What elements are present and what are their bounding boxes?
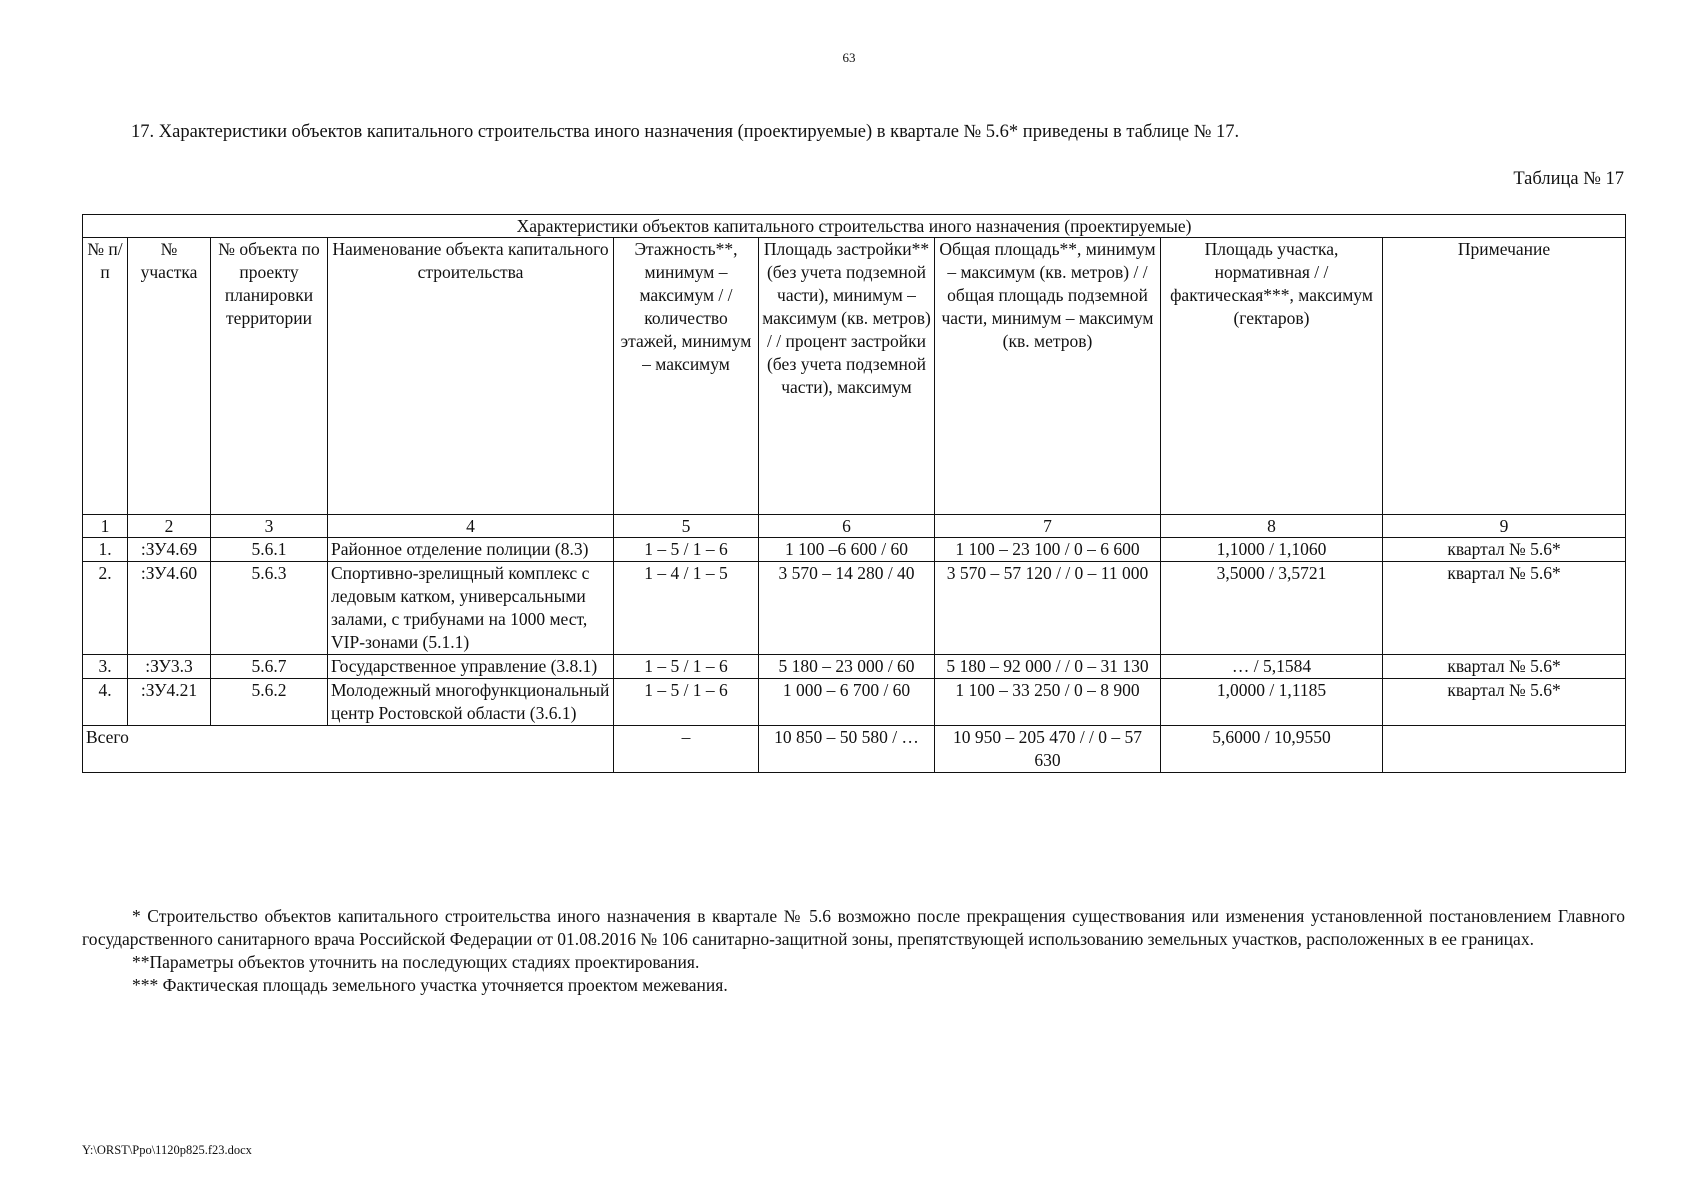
table-header-row bbox=[83, 238, 1626, 515]
column-number: 9 bbox=[1383, 515, 1626, 538]
total-note bbox=[1383, 726, 1626, 773]
floors: 1 – 5 / 1 – 6 bbox=[614, 679, 759, 726]
object-name: Молодежный многофункциональный центр Ростовской области (3.6.1) bbox=[328, 679, 614, 726]
object-id: 5.6.2 bbox=[211, 679, 328, 726]
file-path: Y:\ORST\Ppo\1120p825.f23.docx bbox=[82, 1143, 252, 1157]
column-number: 7 bbox=[935, 515, 1161, 538]
total-area: 1 100 – 33 250 / 0 – 8 900 bbox=[935, 679, 1161, 726]
table-row bbox=[83, 562, 1626, 655]
column-number: 2 bbox=[128, 515, 211, 538]
total-floors: – bbox=[614, 726, 759, 773]
column-number: 1 bbox=[83, 515, 128, 538]
characteristics-table bbox=[82, 214, 1626, 773]
note: квартал № 5.6* bbox=[1383, 679, 1626, 726]
header-cell: Площадь участка, нормативная / / фактическая***, максимум (гектаров) bbox=[1161, 238, 1383, 515]
object-name: Районное отделение полиции (8.3) bbox=[328, 538, 614, 562]
column-number: 8 bbox=[1161, 515, 1383, 538]
column-number: 5 bbox=[614, 515, 759, 538]
note: квартал № 5.6* bbox=[1383, 562, 1626, 655]
total-total-area: 10 950 – 205 470 / / 0 – 57 630 bbox=[935, 726, 1161, 773]
header-cell: № п/п bbox=[83, 238, 128, 515]
object-id: 5.6.7 bbox=[211, 655, 328, 679]
plot-area: … / 5,1584 bbox=[1161, 655, 1383, 679]
total-area: 3 570 – 57 120 / / 0 – 11 000 bbox=[935, 562, 1161, 655]
header-cell: Этажность**, минимум – максимум / / количество этажей, минимум – максимум bbox=[614, 238, 759, 515]
note: квартал № 5.6* bbox=[1383, 538, 1626, 562]
floors: 1 – 5 / 1 – 6 bbox=[614, 538, 759, 562]
object-id: 5.6.3 bbox=[211, 562, 328, 655]
building-area: 5 180 – 23 000 / 60 bbox=[759, 655, 935, 679]
plot-area: 1,1000 / 1,1060 bbox=[1161, 538, 1383, 562]
floors: 1 – 4 / 1 – 5 bbox=[614, 562, 759, 655]
total-area: 1 100 – 23 100 / 0 – 6 600 bbox=[935, 538, 1161, 562]
building-area: 3 570 – 14 280 / 40 bbox=[759, 562, 935, 655]
intro-paragraph: 17. Характеристики объектов капитального строительства иного назначения (проектируемые) в квартале № 5.6* приведены в таблице № 17. bbox=[131, 122, 1240, 142]
column-number: 3 bbox=[211, 515, 328, 538]
column-number: 4 bbox=[328, 515, 614, 538]
table-row bbox=[83, 655, 1626, 679]
page-number: 63 bbox=[842, 50, 856, 65]
total-label: Всего bbox=[83, 726, 614, 773]
footnote-3: *** Фактическая площадь земельного участка уточняется проектом межевания. bbox=[132, 975, 728, 995]
table-caption: Характеристики объектов капитального строительства иного назначения (проектируемые) bbox=[83, 215, 1626, 238]
plot-id: :ЗУ4.60 bbox=[128, 562, 211, 655]
plot-id: :ЗУ4.69 bbox=[128, 538, 211, 562]
column-number-row bbox=[83, 515, 1626, 538]
plot-id: :ЗУ4.21 bbox=[128, 679, 211, 726]
row-number: 1. bbox=[83, 538, 128, 562]
row-number: 4. bbox=[83, 679, 128, 726]
table-row bbox=[83, 679, 1626, 726]
total-building-area: 10 850 – 50 580 / … bbox=[759, 726, 935, 773]
plot-area: 3,5000 / 3,5721 bbox=[1161, 562, 1383, 655]
table-row bbox=[83, 538, 1626, 562]
object-name: Государственное управление (3.8.1) bbox=[328, 655, 614, 679]
header-cell: № участка bbox=[128, 238, 211, 515]
floors: 1 – 5 / 1 – 6 bbox=[614, 655, 759, 679]
footnotes bbox=[82, 905, 1625, 997]
object-id: 5.6.1 bbox=[211, 538, 328, 562]
object-name: Спортивно-зрелищный комплекс с ледовым катком, универсальными залами, с трибунами на 1000 мест, VIP-зонами (5.1.1) bbox=[328, 562, 614, 655]
building-area: 1 100 –6 600 / 60 bbox=[759, 538, 935, 562]
header-cell: Примечание bbox=[1383, 238, 1626, 515]
note: квартал № 5.6* bbox=[1383, 655, 1626, 679]
header-cell: № объекта по проекту планировки территории bbox=[211, 238, 328, 515]
total-plot-area: 5,6000 / 10,9550 bbox=[1161, 726, 1383, 773]
row-number: 3. bbox=[83, 655, 128, 679]
footnote-1: * Строительство объектов капитального строительства иного назначения в квартале № 5.6 возможно после прекращения существования или изменения установленной постановлением Главного государственного санитарного врача Российской Федерации от 01.08.2016 № 106 санитарно-защитной зоны, препятствующей использованию земельных участков, расположенных в ее границах. bbox=[82, 906, 1625, 949]
total-row bbox=[83, 726, 1626, 773]
column-number: 6 bbox=[759, 515, 935, 538]
plot-area: 1,0000 / 1,1185 bbox=[1161, 679, 1383, 726]
table-label: Таблица № 17 bbox=[1513, 169, 1624, 189]
footnote-2: **Параметры объектов уточнить на последующих стадиях проектирования. bbox=[132, 952, 700, 972]
header-cell: Общая площадь**, минимум – максимум (кв. метров) / / общая площадь подземной части, минимум – максимум (кв. метров) bbox=[935, 238, 1161, 515]
header-cell: Площадь застройки** (без учета подземной части), минимум – максимум (кв. метров) / / процент застройки (без учета подземной части), максимум bbox=[759, 238, 935, 515]
total-area: 5 180 – 92 000 / / 0 – 31 130 bbox=[935, 655, 1161, 679]
building-area: 1 000 – 6 700 / 60 bbox=[759, 679, 935, 726]
row-number: 2. bbox=[83, 562, 128, 655]
header-cell: Наименование объекта капитального строительства bbox=[328, 238, 614, 515]
plot-id: :ЗУ3.3 bbox=[128, 655, 211, 679]
